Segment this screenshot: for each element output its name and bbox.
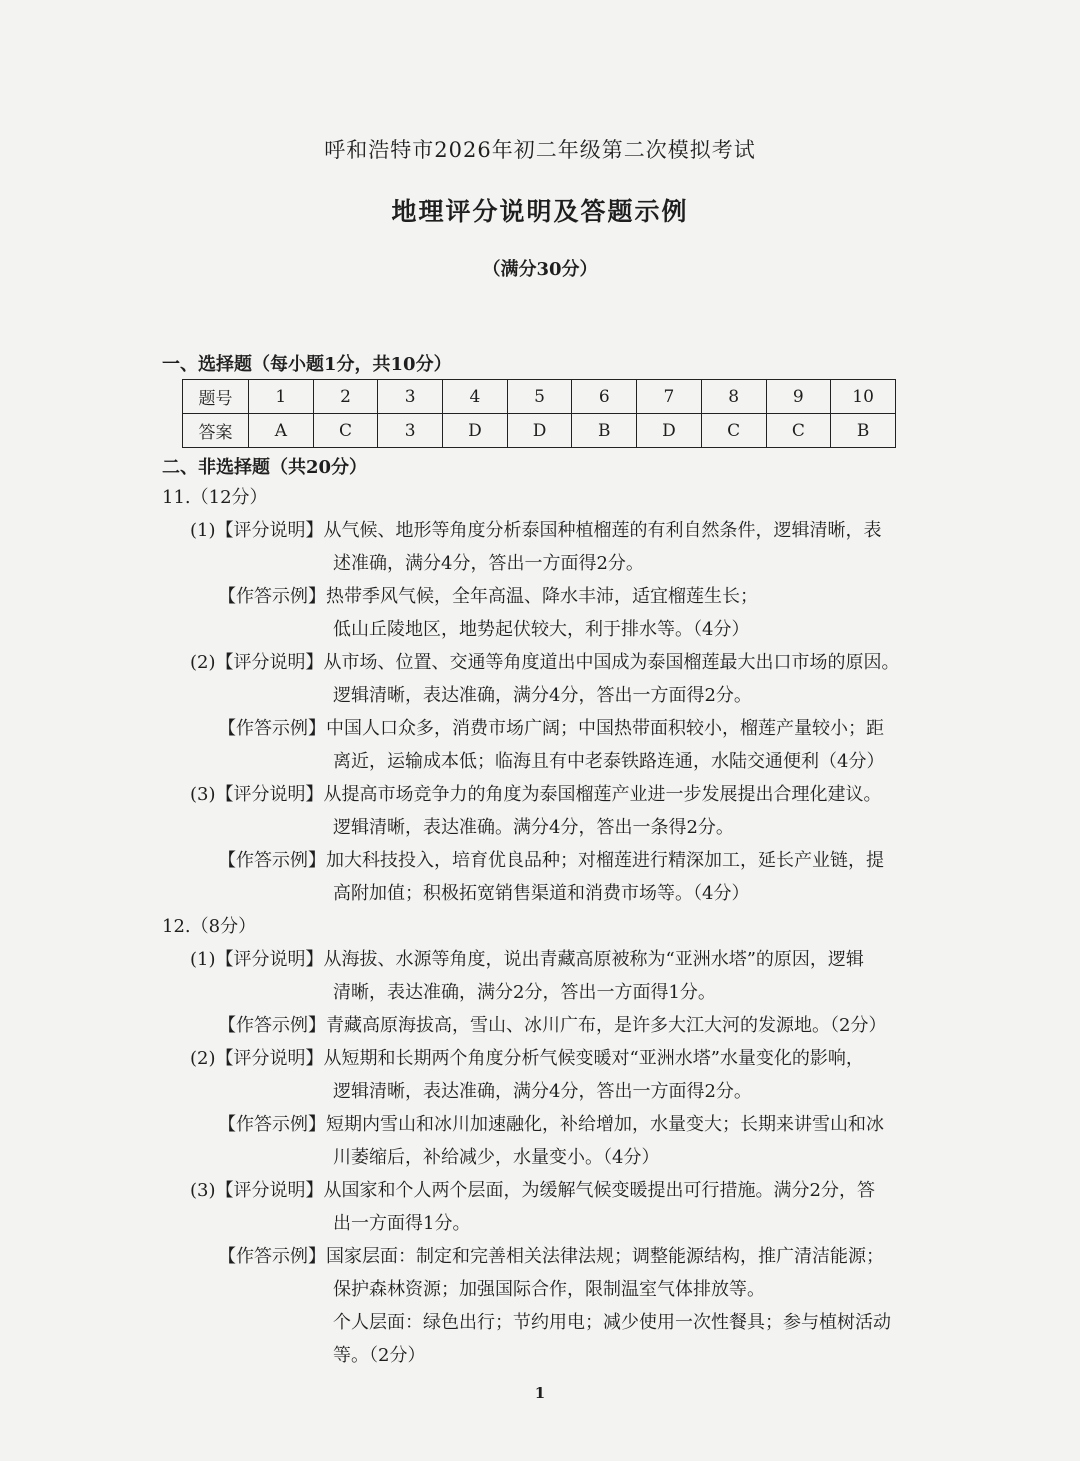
section2-heading: 二、非选择题（共20分）: [162, 457, 368, 478]
criteria-text: 述准确，满分4分，答出一方面得2分。: [333, 553, 644, 574]
q12-p1-example: [218, 1015, 886, 1037]
page-number: 1: [534, 1384, 546, 1402]
criteria-text: 从气候、地形等角度分析泰国种植榴莲的有利自然条件，逻辑清晰，表: [323, 520, 882, 541]
answer-cell: D: [507, 414, 572, 448]
q11-p3-criteria: [190, 784, 882, 806]
question-number: 2: [313, 380, 378, 414]
answer-cell: C: [701, 414, 766, 448]
document-title: 地理评分说明及答题示例: [391, 197, 689, 226]
example-text: 高附加值；积极拓宽销售渠道和消费市场等。（4分）: [333, 883, 750, 904]
example-text: 中国人口众多，消费市场广阔；中国热带面积较小，榴莲产量较小；距: [326, 718, 884, 739]
answer-row: [183, 414, 896, 448]
exam-title: 呼和浩特市2026年初二年级第二次模拟考试: [324, 138, 756, 162]
question-number-row: [183, 380, 896, 414]
q11-p2-example: [218, 718, 884, 740]
question-number: 4: [443, 380, 508, 414]
question-11-label: 11.（12分）: [162, 487, 268, 508]
criteria-tag: (2)【评分说明】: [190, 1048, 324, 1069]
answer-cell: C: [313, 414, 378, 448]
criteria-text: 出一方面得1分。: [333, 1213, 471, 1234]
question-number: 1: [249, 380, 314, 414]
q11-p1-criteria: [190, 520, 882, 542]
example-tag: 【作答示例】: [218, 1114, 326, 1135]
criteria-text: 逻辑清晰，表达准确，满分4分，答出一方面得2分。: [333, 685, 752, 706]
example-tag: 【作答示例】: [218, 586, 326, 607]
example-text: 热带季风气候，全年高温、降水丰沛，适宜榴莲生长；: [326, 586, 758, 607]
answer-cell: A: [249, 414, 314, 448]
example-text: 短期内雪山和冰川加速融化，补给增加，水量变大；长期来讲雪山和冰: [326, 1114, 884, 1135]
q12-p2-criteria: [190, 1048, 864, 1070]
criteria-text: 清晰，表达准确，满分2分，答出一方面得1分。: [333, 982, 716, 1003]
question-number: 6: [572, 380, 637, 414]
criteria-text: 从市场、位置、交通等角度道出中国成为泰国榴莲最大出口市场的原因。: [323, 652, 900, 673]
criteria-text: 从短期和长期两个角度分析气候变暖对“亚洲水塔”水量变化的影响，: [323, 1048, 864, 1069]
section1-heading: 一、选择题（每小题1分，共10分）: [162, 354, 452, 375]
example-text: 青藏高原海拔高，雪山、冰川广布，是许多大江大河的发源地。（2分）: [326, 1015, 887, 1036]
answer-cell: C: [766, 414, 831, 448]
answer-cell: B: [831, 414, 896, 448]
example-tag: 【作答示例】: [218, 850, 326, 871]
criteria-tag: (3)【评分说明】: [190, 1180, 324, 1201]
row-label-answer: 答案: [183, 414, 249, 448]
example-tag: 【作答示例】: [218, 718, 326, 739]
example-text: 国家层面：制定和完善相关法律法规；调整能源结构，推广清洁能源；: [326, 1246, 884, 1267]
example-tag: 【作答示例】: [218, 1015, 326, 1036]
criteria-text: 从海拔、水源等角度，说出青藏高原被称为“亚洲水塔”的原因，逻辑: [323, 949, 864, 970]
example-tag: 【作答示例】: [218, 1246, 326, 1267]
q11-p3-example: [218, 850, 884, 872]
example-text: 个人层面：绿色出行；节约用电；减少使用一次性餐具；参与植树活动: [333, 1312, 891, 1333]
question-number: 3: [378, 380, 443, 414]
criteria-tag: (2)【评分说明】: [190, 652, 324, 673]
criteria-text: 逻辑清晰，表达准确，满分4分，答出一方面得2分。: [333, 1081, 752, 1102]
example-text: 保护森林资源；加强国际合作，限制温室气体排放等。: [333, 1279, 765, 1300]
example-text: 等。（2分）: [333, 1345, 426, 1366]
q11-p2-criteria: [190, 652, 900, 674]
q12-p3-example: [218, 1246, 884, 1268]
question-number: 9: [766, 380, 831, 414]
q11-p1-example: [218, 586, 758, 608]
criteria-text: 从国家和个人两个层面，为缓解气候变暖提出可行措施。满分2分，答: [323, 1180, 875, 1201]
question-12-label: 12.（8分）: [162, 916, 257, 937]
example-text: 川萎缩后，补给减少，水量变小。（4分）: [333, 1147, 660, 1168]
criteria-text: 逻辑清晰，表达准确。满分4分，答出一条得2分。: [333, 817, 734, 838]
criteria-tag: (3)【评分说明】: [190, 784, 324, 805]
question-number: 5: [507, 380, 572, 414]
full-score: （满分30分）: [482, 259, 598, 280]
criteria-text: 从提高市场竞争力的角度为泰国榴莲产业进一步发展提出合理化建议。: [323, 784, 882, 805]
q12-p1-criteria: [190, 949, 864, 971]
criteria-tag: (1)【评分说明】: [190, 520, 324, 541]
criteria-tag: (1)【评分说明】: [190, 949, 324, 970]
q12-p2-example: [218, 1114, 884, 1136]
example-text: 低山丘陵地区，地势起伏较大，利于排水等。（4分）: [333, 619, 750, 640]
answer-cell: 3: [378, 414, 443, 448]
answer-cell: D: [443, 414, 508, 448]
answer-table: [182, 379, 896, 448]
question-number: 10: [831, 380, 896, 414]
example-text: 加大科技投入，培育优良品种；对榴莲进行精深加工，延长产业链，提: [326, 850, 884, 871]
question-number: 8: [701, 380, 766, 414]
question-number: 7: [637, 380, 702, 414]
row-label-number: 题号: [183, 380, 249, 414]
answer-cell: D: [637, 414, 702, 448]
answer-cell: B: [572, 414, 637, 448]
example-text: 离近，运输成本低；临海且有中老泰铁路连通，水陆交通便利（4分）: [333, 751, 885, 772]
q12-p3-criteria: [190, 1180, 875, 1202]
